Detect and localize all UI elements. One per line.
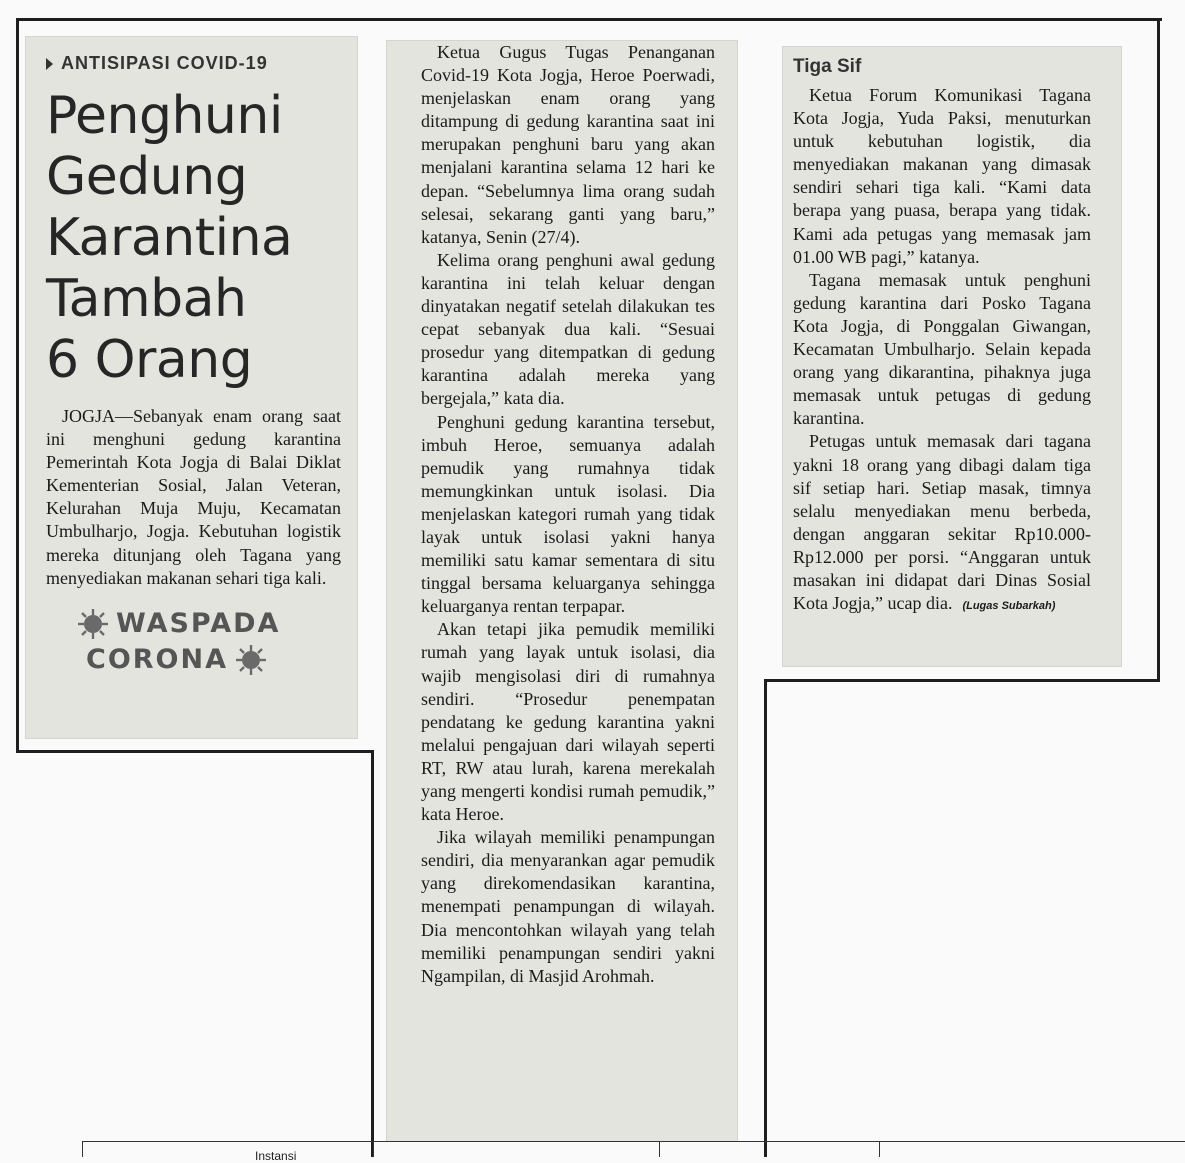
clipping-column-1: [26, 37, 357, 738]
table-divider: [659, 1142, 660, 1157]
border-top: [16, 18, 1162, 21]
border-right: [1157, 18, 1160, 682]
paragraph: Tagana memasak untuk penghuni gedung karantina dari Posko Tagana Kota Jogja, di Ponggalan Giwangan, Kecamatan Umbulharjo. Selain kepada orang yang dikarantina, pihaknya juga memasak untuk petugas di gedung karantina.: [793, 269, 1091, 429]
paragraph: [793, 430, 1091, 618]
chevron-right-icon: [46, 58, 53, 70]
virus-icon: [76, 607, 110, 641]
border-bottom-left: [16, 750, 373, 753]
waspada-corona-badge: [76, 606, 306, 678]
column-3-text: [793, 84, 1091, 618]
kicker: [46, 53, 341, 74]
border-step: [764, 679, 1159, 682]
headline: [46, 86, 341, 391]
lead-paragraph: JOGJA—Sebanyak enam orang saat ini menghuni gedung karantina Pemerintah Kota Jogja di Balai Diklat Kementerian Sosial, Jalan Veteran, Kelurahan Muja Muju, Kecamatan Umbulharjo, Jogja. Kebutuhan logistik mereka ditunjang oleh Tagana yang menyediakan makanan sehari tiga kali.: [46, 406, 341, 588]
border-left: [16, 18, 19, 752]
subheading: Tiga Sif: [793, 56, 862, 77]
headline-line: Gedung: [46, 147, 248, 207]
paragraph: Kelima orang penghuni awal gedung karantina ini telah keluar dengan dinyatakan negatif setelah dilakukan tes cepat sebanyak dua kali. “Sesuai prosedur yang ditempatkan di gedung karantina adalah mereka yang bergejala,” kata dia.: [421, 249, 715, 409]
paragraph: Ketua Gugus Tugas Penanganan Covid-19 Kota Jogja, Heroe Poerwadi, menjelaskan enam orang yang ditampung di gedung karantina saat ini merupakan penghuni baru yang akan menjalani karantina selama 12 hari ke depan. “Sebelumnya lima orang sudah selesai, sekarang ganti yang baru,” katanya, Senin (27/4).: [421, 42, 715, 247]
byline: (Lugas Subarkah): [962, 600, 1056, 613]
headline-line: Karantina: [46, 208, 293, 268]
headline-line: Tambah: [46, 269, 247, 329]
badge-text-line-2: CORONA: [86, 643, 229, 675]
border-middle-left: [371, 750, 374, 1157]
clipping-column-3: [783, 47, 1121, 666]
badge-text-line-1: WASPADA: [116, 607, 281, 639]
table-header-cell: Instansi: [255, 1149, 297, 1163]
kicker-text: ANTISIPASI COVID-19: [61, 53, 268, 73]
table-divider: [879, 1142, 880, 1157]
paragraph: Penghuni gedung karantina tersebut, imbuh Heroe, semuanya adalah pemudik yang rumahnya tidak memungkinkan untuk isolasi. Dia menjelaskan kategori rumah yang tidak layak untuk isolasi yakni hanya memiliki satu kamar sementara di situ tinggal bersama keluarganya sehingga keluarganya rentan terpapar.: [421, 411, 715, 617]
table-divider: [373, 1142, 374, 1157]
headline-line: 6 Orang: [46, 330, 253, 390]
paragraph: Akan tetapi jika pemudik memiliki rumah yang layak untuk isolasi, dia wajib mengisolasi diri di rumahnya sendiri. “Prosedur penempatan pendatang ke gedung karantina yakni melalui pengajuan dari wilayah seperti RT, RW atau lurah, karena merekalah yang mengerti kondisi rumah pemudik,” kata Heroe.: [421, 619, 715, 825]
headline-line: Penghuni: [46, 86, 283, 146]
clipping-column-2: [387, 41, 737, 1141]
virus-icon: [234, 643, 268, 677]
border-middle-right: [764, 679, 767, 1157]
column-2-text: [421, 41, 715, 988]
footer-table: [82, 1141, 1185, 1163]
paragraph: Ketua Forum Komunikasi Tagana Kota Jogja, Yuda Paksi, menuturkan untuk kebutuhan logistik, dia menyediakan makanan yang dimasak sendiri sehari tiga kali. “Kami data berapa yang puasa, berapa yang tidak. Kami ada petugas yang memasak jam 01.00 WB pagi,” katanya.: [793, 85, 1091, 267]
paragraph: Jika wilayah memiliki penampungan sendiri, dia menyarankan agar pemudik yang direkomendasikan karantina, menempati penampungan di wilayah. Dia mencontohkan wilayah yang telah memiliki penampungan sendiri yakni Ngampilan, di Masjid Arohmah.: [421, 827, 715, 986]
paragraph-text: Petugas untuk memasak dari tagana yakni 18 orang yang dibagi dalam tiga sif setiap hari. Setiap masak, timnya selalu menyediakan menu berbeda, dengan anggaran sekitar Rp10.000-Rp12.000 per porsi. “Anggaran untuk masakan ini didapat dari Dinas Sosial Kota Jogja,” ucap dia.: [793, 431, 1091, 614]
